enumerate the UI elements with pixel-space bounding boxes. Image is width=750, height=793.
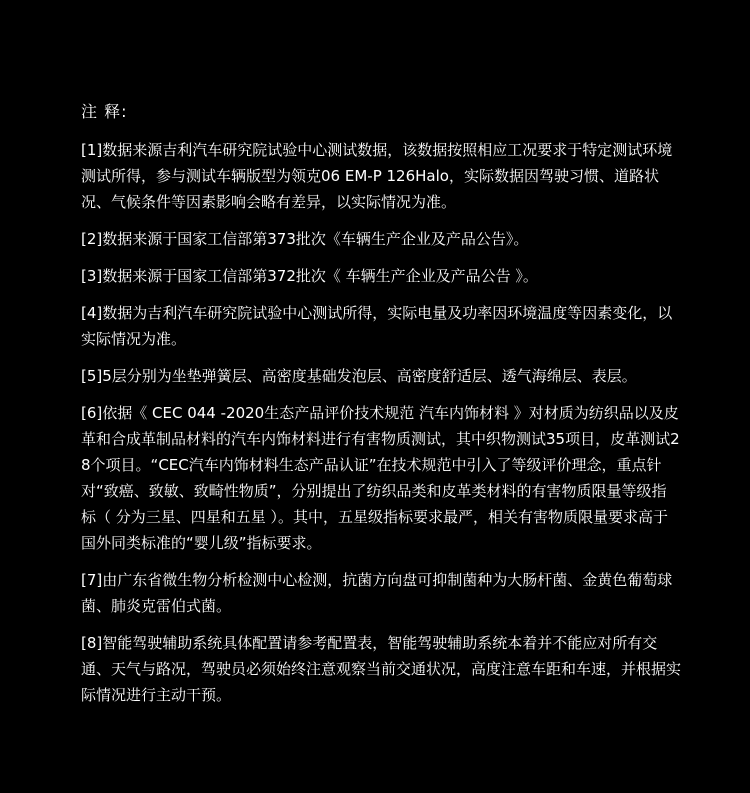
note-7: [7]由广东省微生物分析检测中心检测，抗菌方向盘可抑制菌种为大肠杆菌、金黄色葡萄球菌、肺炎克雷伯式菌。 [81,571,673,615]
note-3: [3]数据来源于国家工信部第372批次《 车辆生产企业及产品公告 》。 [81,267,538,285]
note-4: [4]数据为吉利汽车研究院试验中心测试所得，实际电量及功率因环境温度等因素变化，以实际情况为准。 [81,304,673,348]
notes-title: 注 释: [81,102,128,121]
note-5: [5]5层分别为坐垫弹簧层、高密度基础发泡层、高密度舒适层、透气海绵层、表层。 [81,367,637,385]
note-1: [1]数据来源吉利汽车研究院试验中心测试数据，该数据按照相应工况要求于特定测试环境测试所得，参与测试车辆版型为领克06 EM-P 126Halo，实际数据因驾驶习惯、道路状况、气候条件等因素影响会略有差异，以实际情况为准。 [81,141,673,211]
footnotes-section [81,99,681,719]
note-8: [8]智能驾驶辅助系统具体配置请参考配置表，智能驾驶辅助系统本着并不能应对所有交通、天气与路况，驾驶员必须始终注意观察当前交通状况，高度注意车距和车速，并根据实际情况进行主动干预。 [81,634,682,704]
note-2: [2]数据来源于国家工信部第373批次《车辆生产企业及产品公告》。 [81,230,529,248]
note-6: [6]依据《 CEC 044 -2020生态产品评价技术规范 汽车内饰材料 》对材质为纺织品以及皮革和合成革制品材料的汽车内饰材料进行有害物质测试，其中织物测试35项目，皮革测试28个项目。“CEC汽车内饰材料生态产品认证”在技术规范中引入了等级评价理念，重点针对“致癌、致敏、致畸性物质”，分别提出了纺织品类和皮革类材料的有害物质限量等级指标（ 分为三星、四星和五星 ）。其中，五星级指标要求最严，相关有害物质限量要求高于国外同类标准的“婴儿级”指标要求。 [81,404,680,552]
